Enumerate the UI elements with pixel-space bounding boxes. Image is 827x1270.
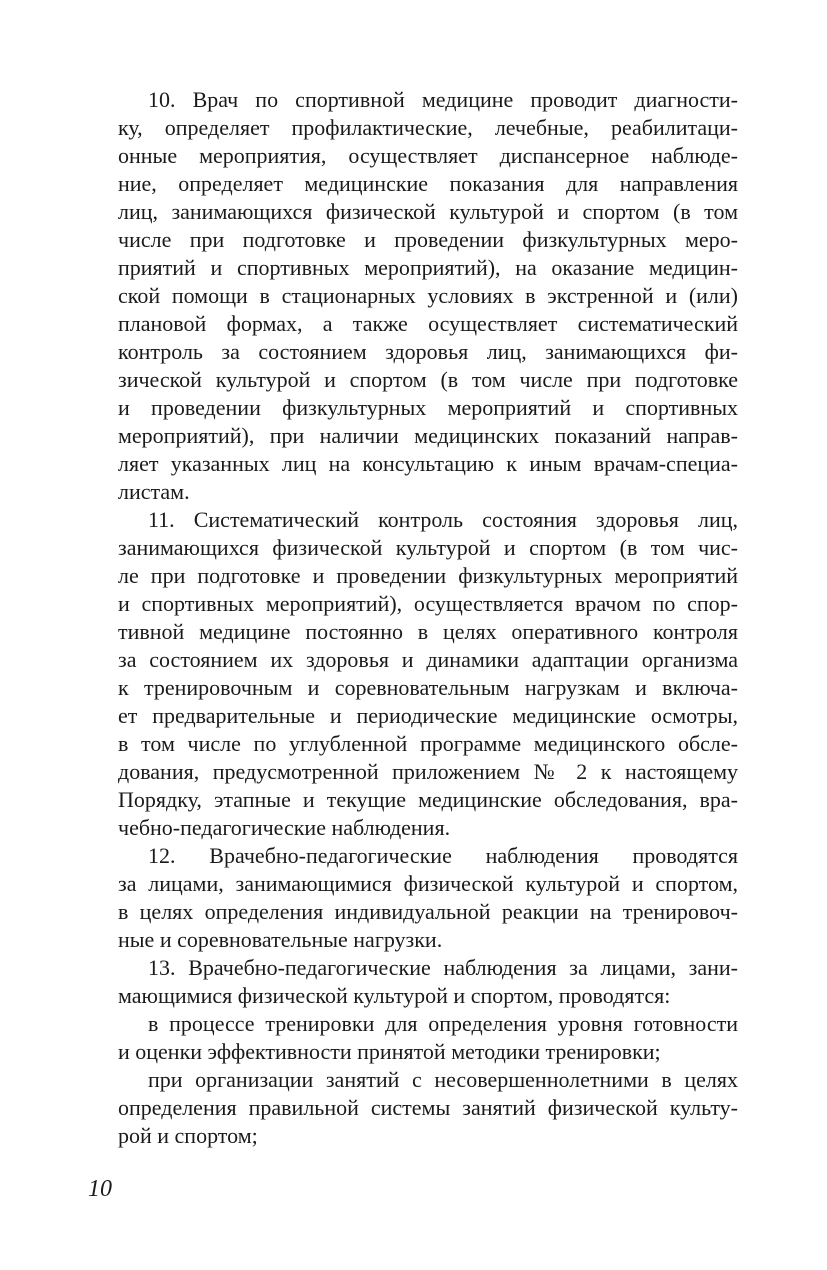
text-line: ле при подготовке и проведении физкультурных мероприятий	[118, 563, 738, 588]
page-body	[88, 86, 738, 1150]
text-line: Порядку, этапные и текущие медицинские обследования, вра-	[118, 787, 738, 812]
text-line: чебно-педагогические наблюдения.	[118, 815, 451, 840]
text-line: ет предварительные и периодические медицинские осмотры,	[118, 703, 738, 728]
text-line: мающимися физической культурой и спортом, проводятся:	[118, 983, 671, 1008]
text-line: контроль за состоянием здоровья лиц, занимающихся фи-	[118, 339, 738, 364]
text-line: в том числе по углубленной программе медицинского обсле-	[118, 731, 738, 756]
text-line: ние, определяет медицинские показания для направления	[118, 171, 738, 196]
text-line: 12. Врачебно-педагогические наблюдения проводятся	[148, 843, 738, 868]
text-line: приятий и спортивных мероприятий), на оказание медицин-	[118, 255, 738, 280]
page-number: 10	[88, 1176, 112, 1202]
text-line: при организации занятий с несовершеннолетними в целях	[148, 1067, 738, 1092]
text-line: 10. Врач по спортивной медицине проводит диагности-	[148, 87, 738, 112]
text-line: онные мероприятия, осуществляет диспансерное наблюде-	[118, 143, 738, 168]
text-line: ку, определяет профилактические, лечебные, реабилитаци-	[118, 115, 738, 140]
paragraph-13-item-1	[88, 1010, 738, 1066]
paragraph-12	[88, 842, 738, 954]
text-line: в целях определения индивидуальной реакции на тренировоч-	[118, 899, 738, 924]
paragraph-13	[88, 954, 738, 1010]
text-line: к тренировочным и соревновательным нагрузкам и включа-	[118, 675, 738, 700]
text-line: и оценки эффективности принятой методики тренировки;	[118, 1039, 661, 1064]
paragraph-10	[88, 86, 738, 506]
text-line: лиц, занимающихся физической культурой и спортом (в том	[118, 199, 738, 224]
text-line: листам.	[118, 479, 190, 504]
text-line: мероприятий), при наличии медицинских показаний направ-	[118, 423, 738, 448]
text-line: определения правильной системы занятий физической культу-	[118, 1095, 738, 1120]
text-line: занимающихся физической культурой и спортом (в том чис-	[118, 535, 738, 560]
text-line: зической культурой и спортом (в том числе при подготовке	[118, 367, 738, 392]
text-line: 13. Врачебно-педагогические наблюдения за лицами, зани-	[148, 955, 738, 980]
text-line: в процессе тренировки для определения уровня готовности	[148, 1011, 738, 1036]
text-line: ской помощи в стационарных условиях в экстренной и (или)	[118, 283, 738, 308]
text-line: и проведении физкультурных мероприятий и спортивных	[118, 395, 738, 420]
text-line: и спортивных мероприятий), осуществляется врачом по спор-	[118, 591, 738, 616]
text-line: за лицами, занимающимися физической культурой и спортом,	[118, 871, 738, 896]
text-line: ляет указанных лиц на консультацию к иным врачам-специа-	[118, 451, 738, 476]
text-line: тивной медицине постоянно в целях оперативного контроля	[118, 619, 738, 644]
paragraph-13-item-2	[88, 1066, 738, 1150]
text-line: плановой формах, а также осуществляет систематический	[118, 311, 738, 336]
paragraph-11	[88, 506, 738, 842]
text-line: за состоянием их здоровья и динамики адаптации организма	[118, 647, 738, 672]
text-line: ные и соревновательные нагрузки.	[118, 927, 443, 952]
text-line: 11. Систематический контроль состояния здоровья лиц,	[148, 507, 738, 532]
text-line: числе при подготовке и проведении физкультурных меро-	[118, 227, 738, 252]
text-line: рой и спортом;	[118, 1123, 258, 1148]
text-line: дования, предусмотренной приложением № 2 к настоящему	[118, 759, 738, 784]
